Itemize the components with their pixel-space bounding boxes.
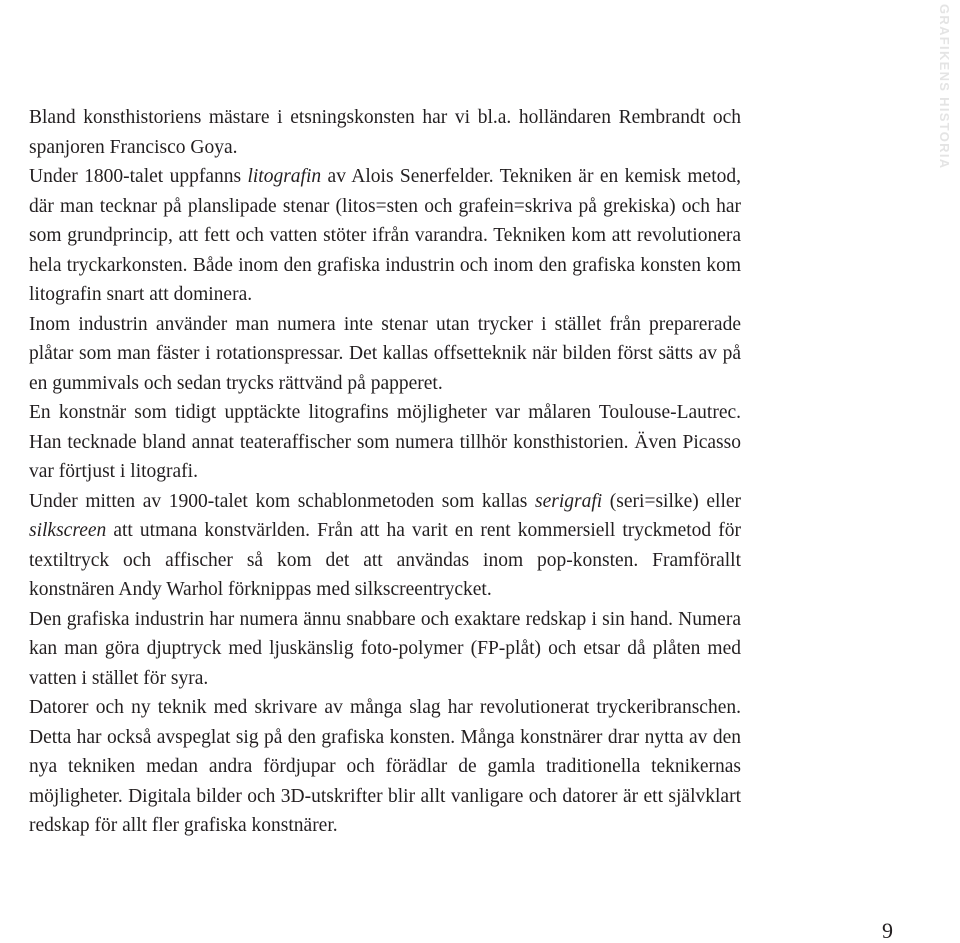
text-run: av Alois Senerfelder. Tekniken är en kemisk metod, där man tecknar på planslipade stenar (litos=sten och grafein=skriva på grekiska) och har som grundprincip, att fett och vatten stöter ifrån varandra. Tekniken kom att revolutionera hela tryckarkonsten. Både inom den grafiska industrin och inom den grafiska konsten kom litografin snart att dominera.	[29, 166, 741, 305]
paragraph-offset: Inom industrin använder man numera inte stenar utan trycker i stället från preparerade plåtar som man fäster i rotationspressar. Det kallas offsetteknik när bilden först sätts av på en gummivals och sedan trycks rättvänd på papperet.	[29, 313, 741, 394]
paragraph-toulouse-lautrec: En konstnär som tidigt upptäckte litografins möjligheter var målaren Toulouse-Lautrec. Han tecknade bland annat teateraffischer som numera tillhör konsthistorien. Även Picasso var förtjust i litografi.	[29, 402, 741, 482]
paragraph-serigraphy	[29, 487, 741, 605]
term-litografin: litografin	[247, 166, 322, 187]
paragraph-lithography	[29, 162, 741, 310]
text-run: (seri=silke) eller	[602, 490, 742, 512]
paragraph-digital: Datorer och ny teknik med skrivare av många slag har revolutionerat tryckeribranschen. Detta har också avspeglat sig på den grafiska konsten. Många konstnärer drar nytta av den nya tekniken medan andra fördjupar och förädlar de gamla traditionella teknikernas möjligheter. Digitala bilder och 3D-utskrifter blir allt vanligare och datorer är ett självklart redskap för allt fler grafiska konstnärer.	[29, 697, 741, 836]
text-run: Under mitten av 1900-talet kom schablonmetoden som kallas	[29, 490, 535, 512]
term-serigrafi: serigrafi	[535, 490, 603, 512]
page-number: 9	[882, 918, 893, 943]
paragraph-photopolymer: Den grafiska industrin har numera ännu snabbare och exaktare redskap i sin hand. Numera kan man göra djuptryck med ljuskänslig foto-polymer (FP-plåt) och etsar då plåten med vatten i stället för syra.	[29, 608, 741, 689]
text-run: att utmana konstvärlden. Från att ha varit en rent kommersiell tryckmetod för textiltryck och affischer så kom det att användas inom pop-konsten. Framförallt konstnären Andy Warhol förknippas med silkscreentrycket.	[29, 520, 741, 600]
term-silkscreen: silkscreen	[29, 520, 107, 541]
body-text	[29, 103, 741, 841]
paragraph-rembrandt-goya: Bland konsthistoriens mästare i etsningskonsten har vi bl.a. holländaren Rembrandt och spanjoren Francisco Goya.	[29, 107, 741, 158]
text-run: Under 1800-talet uppfanns	[29, 166, 248, 187]
section-title-vertical: GRAFIKENS HISTORIA	[937, 4, 952, 170]
